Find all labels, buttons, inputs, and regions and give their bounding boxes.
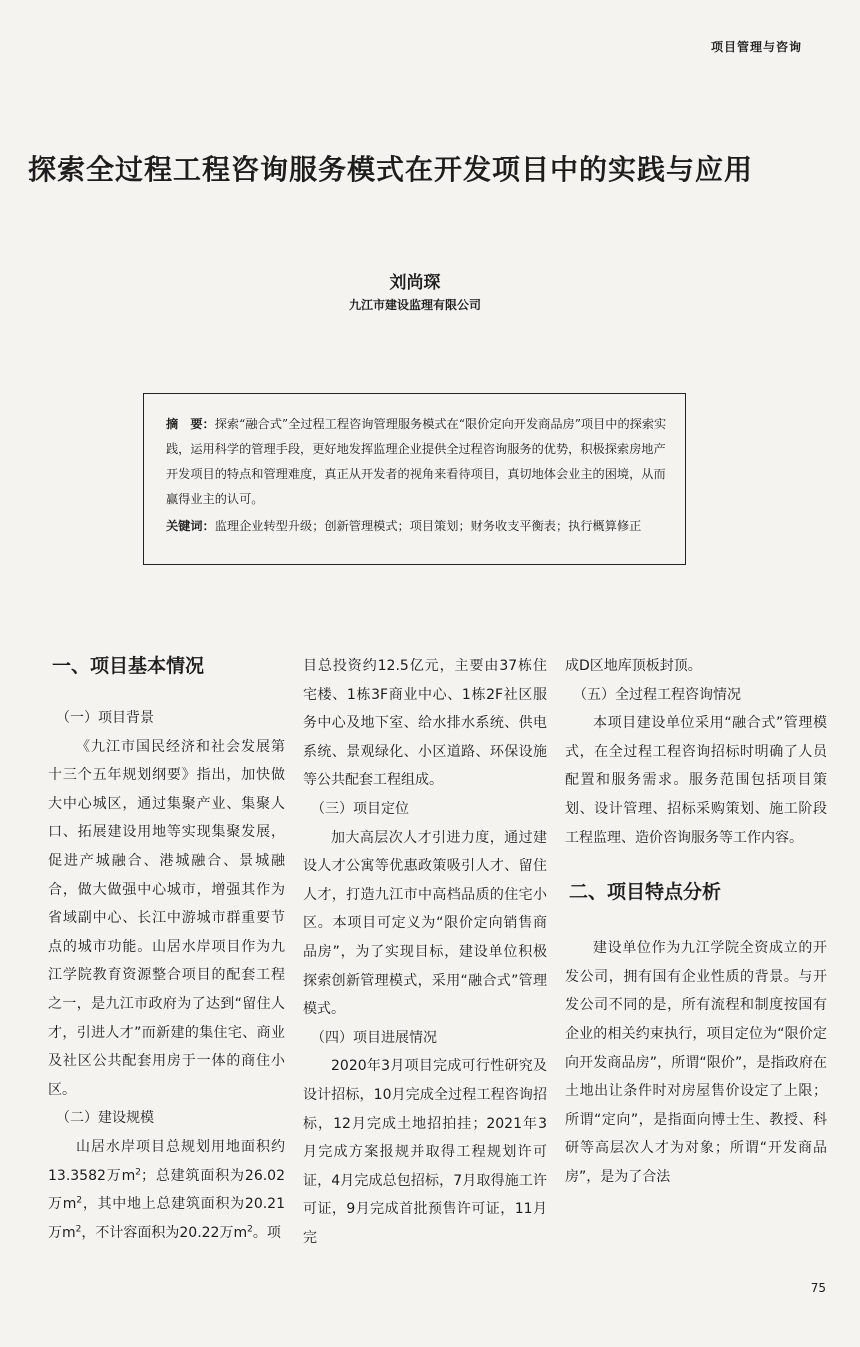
abstract-box	[143, 393, 686, 565]
abstract-paragraph	[166, 412, 667, 512]
subsection-heading-consulting: （五）全过程工程咨询情况	[573, 686, 741, 703]
page-number: 75	[810, 1281, 826, 1295]
spacer	[565, 852, 827, 878]
keywords-paragraph	[166, 514, 667, 539]
body-column-2	[303, 652, 547, 1252]
section-heading-1: 一、项目基本情况	[52, 655, 205, 677]
paragraph-progress-continued: 成D区地库顶板封顶。	[565, 658, 702, 674]
paragraph-consulting: 本项目建设单位采用“融合式”管理模式，在全过程工程咨询招标时明确了人员配置和服务需求。服务范围包括项目策划、设计管理、招标采购策划、施工阶段工程监理、造价咨询服务等工作内容。	[565, 715, 827, 846]
paragraph-positioning: 加大高层次人才引进力度，通过建设人才公寓等优惠政策吸引人才、留住人才，打造九江市中高档品质的住宅小区。本项目可定义为“限价定向销售商品房”，为了实现目标，建设单位积极探索创新管理模式，采用“融合式”管理模式。	[303, 829, 547, 1018]
abstract-text: 探索“融合式”全过程工程咨询管理服务模式在“限价定向开发商品房”项目中的探索实践，运用科学的管理手段，更好地发挥监理企业提供全过程咨询服务的优势，积极探索房地产开发项目的特点和管理难度，真正从开发者的视角来看待项目，真切地体会业主的困境，从而赢得业主的认可。	[166, 417, 667, 506]
paragraph-progress: 2020年3月项目完成可行性研究及设计招标，10月完成全过程工程咨询招标，12月完成土地招拍挂；2021年3月完成方案报规并取得工程规划许可证，4月完成总包招标，7月取得施工许可证，9月完成首批预售许可证，11月完	[303, 1058, 547, 1246]
subsection-heading-background: （一）项目背景	[56, 710, 154, 726]
paragraph-background: 《九江市国民经济和社会发展第十三个五年规划纲要》指出，加快做大中心城区，通过集聚产业、集聚人口、拓展建设用地等实现集聚发展，促进产城融合、港城融合、景城融合，做大做强中心城市，增强其作为省域副中心、长江中游城市群重要节点的城市功能。山居水岸项目作为九江学院教育资源整合项目的配套工程之一，是九江市政府为了达到“留住人才，引进人才”而新建的集住宅、商业及社区公共配套用房于一体的商住小区。	[48, 738, 285, 1098]
keywords-text: 监理企业转型升级；创新管理模式；项目策划；财务收支平衡表；执行概算修正	[214, 519, 642, 533]
spacer	[48, 680, 285, 704]
subsection-heading-scale: （二）建设规模	[56, 1110, 154, 1127]
spacer	[565, 906, 827, 934]
paragraph-features: 建设单位作为九江学院全资成立的开发公司，拥有国有企业性质的背景。与开发公司不同的是，所有流程和制度按国有企业的相关约束执行，项目定位为“限价定向开发商品房”，所谓“限价”，是指政府在土地出让条件时对房屋售价设定了上限；所谓“定向”，是指面向博士生、教授、科研等高层次人才为对象；所谓“开发商品房”，是为了合法	[565, 940, 827, 1185]
author-name: 刘尚琛	[389, 273, 441, 293]
abstract-label: 摘 要：	[166, 417, 215, 431]
journal-section-tag: 项目管理与咨询	[710, 40, 802, 54]
paragraph-scale-continued: 目总投资约12.5亿元，主要由37栋住宅楼、1栋3F商业中心、1栋2F社区服务中心及地下室、给水排水系统、供电系统、景观绿化、小区道路、环保设施等公共配套工程组成。	[303, 658, 547, 789]
keywords-label: 关键词：	[166, 519, 215, 533]
section-heading-2: 二、项目特点分析	[569, 881, 722, 904]
body-column-3	[565, 652, 827, 1192]
subsection-heading-positioning: （三）项目定位	[311, 800, 409, 817]
body-column-1	[48, 652, 285, 1247]
subsection-heading-progress: （四）项目进展情况	[311, 1029, 437, 1046]
author-affiliation: 九江市建设监理有限公司	[348, 298, 481, 312]
paragraph-scale: 山居水岸项目总规划用地面积约13.3582万$m^2$；总建筑面积为26.02万$m^2$，其中地上总建筑面积为20.21万$m^2$，不计容面积为20.22万$m^2$。项	[48, 1138, 285, 1241]
article-title: 探索全过程工程咨询服务模式在开发项目中的实践与应用	[28, 153, 754, 186]
